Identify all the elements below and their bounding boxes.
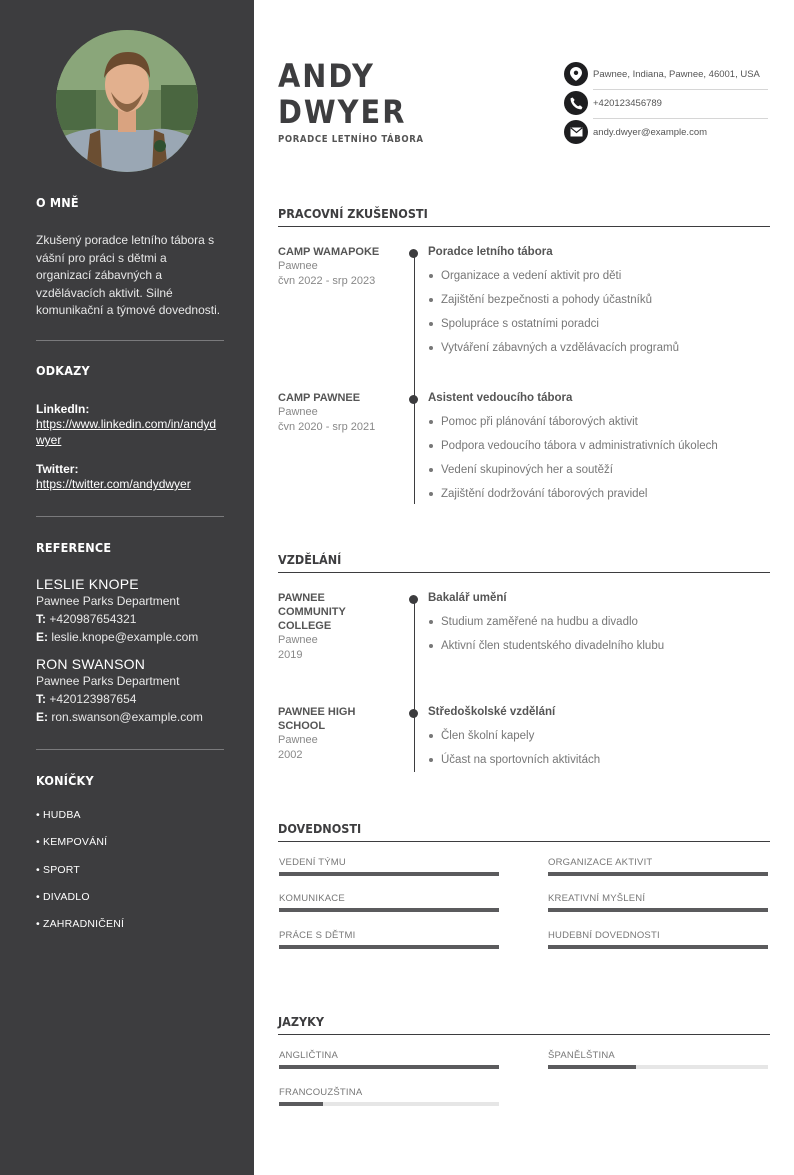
reference-email: E: ron.swanson@example.com <box>36 710 203 724</box>
timeline-dot <box>409 709 418 718</box>
reference-phone: T: +420987654321 <box>36 612 137 626</box>
sidebar <box>0 0 254 1175</box>
employer-name: CAMP PAWNEE <box>278 392 361 404</box>
skill-label: ORGANIZACE AKTIVIT <box>548 857 653 868</box>
timeline-dot <box>409 595 418 604</box>
contact-phone: +420123456789 <box>564 90 768 118</box>
link-twitter <box>36 462 224 492</box>
skill-label: PRÁCE S DĚTMI <box>279 930 356 941</box>
timeline-line <box>414 252 415 504</box>
bullet-item: Podpora vedoucího tábora v administrativních úkolech <box>428 439 773 453</box>
references-heading: REFERENCE <box>36 540 112 555</box>
skill-bar <box>279 857 499 876</box>
language-label: ANGLIČTINA <box>279 1050 339 1061</box>
link-label: Twitter: <box>36 462 79 476</box>
education-heading: VZDĚLÁNÍ <box>278 552 770 573</box>
profile-photo <box>56 30 198 172</box>
reference-item <box>36 576 224 646</box>
twitter-link[interactable]: https://twitter.com/andydwyer <box>36 477 191 491</box>
dates: čvn 2020 - srp 2021 <box>278 420 376 433</box>
language-bar <box>548 1050 768 1069</box>
bullet-item: Pomoc při plánování táborových aktivit <box>428 415 773 429</box>
experience-heading: PRACOVNÍ ZKUŠENOSTI <box>278 206 770 227</box>
person-name: ANDY DWYER <box>278 57 407 131</box>
skill-bar <box>548 893 768 912</box>
bullet-item: Vedení skupinových her a soutěží <box>428 463 773 477</box>
skill-label: KOMUNIKACE <box>279 893 345 904</box>
link-label: LinkedIn: <box>36 402 90 416</box>
links-heading: ODKAZY <box>36 363 90 378</box>
reference-item <box>36 656 224 726</box>
hobbies-heading: KONÍČKY <box>36 773 94 788</box>
bullet-item: Spolupráce s ostatními poradci <box>428 317 773 331</box>
hobby-item: • ZAHRADNIČENÍ <box>36 918 125 930</box>
location: Pawnee <box>278 634 318 646</box>
timeline-dot <box>409 395 418 404</box>
language-bar <box>279 1087 499 1106</box>
bullet-item: Vytváření zábavných a vzdělávacích programů <box>428 341 773 355</box>
divider <box>36 516 224 517</box>
about-heading: O MNĚ <box>36 195 79 210</box>
divider <box>36 340 224 341</box>
language-bar <box>279 1050 499 1069</box>
school-name: PAWNEE COMMUNITY COLLEGE <box>278 592 346 632</box>
reference-name: RON SWANSON <box>36 656 146 672</box>
skill-label: VEDENÍ TÝMU <box>279 857 346 868</box>
location: Pawnee <box>278 734 318 746</box>
bullet-item: Účast na sportovních aktivitách <box>428 753 773 767</box>
location: Pawnee <box>278 406 318 418</box>
person-role: PORADCE LETNÍHO TÁBORA <box>278 134 424 145</box>
references-section <box>36 540 224 726</box>
school-name: PAWNEE HIGH SCHOOL <box>278 706 356 732</box>
dates: čvn 2022 - srp 2023 <box>278 274 376 287</box>
reference-org: Pawnee Parks Department <box>36 674 180 688</box>
languages-heading: JAZYKY <box>278 1014 770 1035</box>
contact-email: andy.dwyer@example.com <box>564 119 768 147</box>
language-label: ŠPANĚLŠTINA <box>548 1050 615 1061</box>
job-title: Poradce letního tábora <box>428 246 553 258</box>
skills-heading: DOVEDNOSTI <box>278 821 770 842</box>
reference-org: Pawnee Parks Department <box>36 594 180 608</box>
bullet-item: Zajištění bezpečnosti a pohody účastníků <box>428 293 773 307</box>
job-title: Asistent vedoucího tábora <box>428 392 573 404</box>
person-photo-icon <box>56 30 198 172</box>
main-content <box>254 0 794 1175</box>
phone-icon <box>564 91 588 115</box>
degree-title: Středoškolské vzdělání <box>428 706 556 718</box>
skill-label: KREATIVNÍ MYŠLENÍ <box>548 893 646 904</box>
year: 2002 <box>278 748 303 761</box>
skill-label: HUDEBNÍ DOVEDNOSTI <box>548 930 660 941</box>
reference-phone: T: +420123987654 <box>36 692 137 706</box>
language-label: FRANCOUZŠTINA <box>279 1087 363 1098</box>
links-section <box>36 363 224 492</box>
about-text: Zkušený poradce letního tábora s vášní pro práci s dětmi a organizací zábavných a vzdělávacích aktivit. Silné komunikační a týmové dovednosti. <box>36 233 221 317</box>
about-section <box>36 195 224 320</box>
hobbies-section <box>36 773 224 788</box>
bullet-item: Člen školní kapely <box>428 729 773 743</box>
bullet-item: Zajištění dodržování táborových pravidel <box>428 487 773 501</box>
contact-address: Pawnee, Indiana, Pawnee, 46001, USA <box>564 61 768 89</box>
hobby-item: • DIVADLO <box>36 891 90 903</box>
reference-email: E: leslie.knope@example.com <box>36 630 199 644</box>
degree-title: Bakalář umění <box>428 592 507 604</box>
skill-bar <box>279 930 499 949</box>
hobby-item: • HUDBA <box>36 809 81 821</box>
linkedin-link[interactable]: https://www.linkedin.com/in/andydwyer <box>36 417 217 447</box>
skill-bar <box>548 857 768 876</box>
hobby-item: • SPORT <box>36 864 80 876</box>
bullet-item: Studium zaměřené na hudbu a divadlo <box>428 615 773 629</box>
envelope-icon <box>564 120 588 144</box>
bullet-item: Aktivní člen studentského divadelního klubu <box>428 639 773 653</box>
location-pin-icon <box>564 62 588 86</box>
employer-name: CAMP WAMAPOKE <box>278 246 380 258</box>
skill-bar <box>279 893 499 912</box>
timeline-line <box>414 598 415 772</box>
year: 2019 <box>278 648 303 661</box>
location: Pawnee <box>278 260 318 272</box>
divider <box>36 749 224 750</box>
reference-name: LESLIE KNOPE <box>36 576 139 592</box>
skill-bar <box>548 930 768 949</box>
hobby-item: • KEMPOVÁNÍ <box>36 836 108 848</box>
bullet-item: Organizace a vedení aktivit pro děti <box>428 269 773 283</box>
link-linkedin <box>36 402 224 448</box>
timeline-dot <box>409 249 418 258</box>
